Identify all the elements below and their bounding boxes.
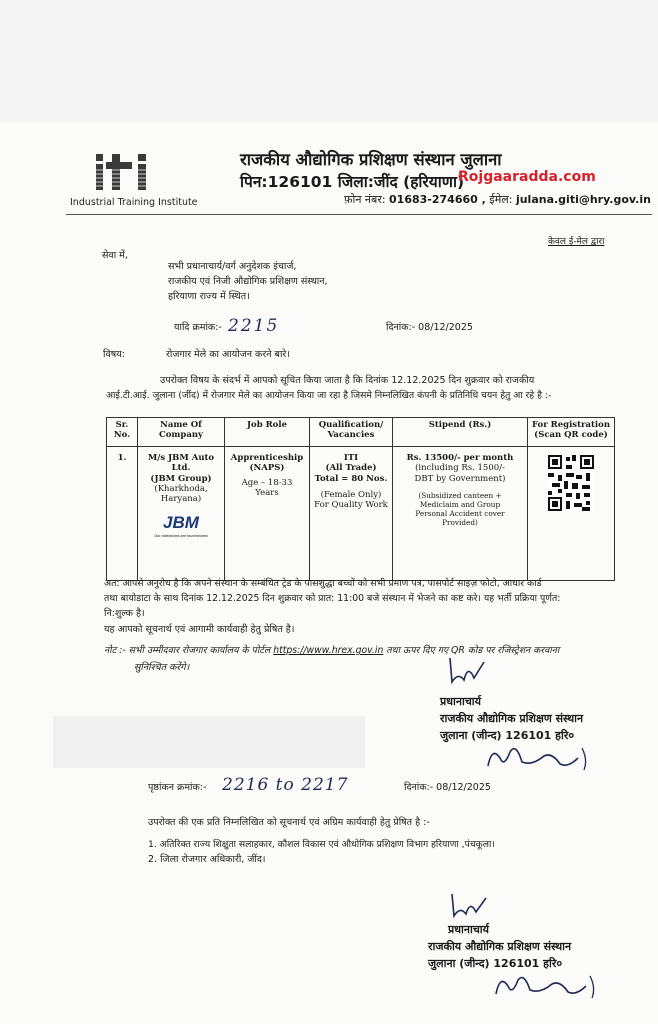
delivery-note: केवल ई-मेल द्वारा [548, 237, 605, 247]
subject-label: विषय: [103, 349, 125, 360]
endorsement-number: 2216 to 2217 [222, 775, 349, 795]
header-text: Sr. [115, 420, 129, 430]
watermark-text: Rojgaaradda.com [458, 169, 596, 185]
table-header-row [107, 418, 615, 447]
intro-line-1: उपरोक्त विषय के संदर्भ में आपको सूचित किया जाता है कि दिनांक 12.12.2025 दिन शुक्रवार को राजकीय [160, 375, 535, 386]
header-text: Job Role [247, 420, 287, 430]
header-text: (Scan QR code) [534, 430, 608, 441]
header-text: Stipend (Rs.) [428, 420, 492, 430]
phone-label: फ़ोन नंबर: [344, 193, 386, 206]
job-role-line: Apprenticeship [230, 453, 304, 463]
company-group-line: (JBM Group) [150, 473, 212, 484]
header-stipend [393, 418, 528, 447]
stipend-line: (including Rs. 1500/- [415, 463, 505, 474]
stamp2-line-2: जुलाना (जीन्द) 126101 हरि० [428, 957, 563, 970]
cell-sr-no: 1. [107, 447, 138, 581]
copy-list-item: 2. जिला रोजगार अधिकारी, जींद। [148, 854, 266, 865]
company-location-line: Haryana) [160, 494, 202, 505]
header-registration [528, 418, 615, 447]
stamp2-line-1: राजकीय औद्योगिक प्रशिक्षण संस्थान [428, 940, 572, 953]
stipend-benefit: Personal Accident cover [415, 508, 505, 518]
qualification-line: (All Trade) [325, 463, 377, 474]
qualification-note: For Quality Work [314, 500, 388, 511]
memo-number: 2215 [228, 316, 280, 336]
memo-date: दिनांक:- 08/12/2025 [386, 322, 473, 333]
intro-line-2: आई.टी.आई. जुलाना (जींद) में रोजगार मेले का आयोजन किया जा रहा है जिसमे निम्नलिखित कंपनी के प्रतिनिधि चयन हेतु आ रहे है :- [106, 390, 552, 401]
email-address[interactable]: julana.giti@hry.gov.in [515, 193, 651, 206]
company-location-line: (Kharkhoda, [154, 484, 208, 495]
registration-qr-code-icon[interactable] [548, 455, 594, 511]
header-text: Company [159, 430, 203, 441]
header-job-role [225, 418, 310, 447]
top-margin-band [0, 0, 658, 122]
company-name-line: M/s JBM Auto [147, 453, 215, 463]
recipient-line-2: राजकीय एवं निजी औद्योगिक प्रशिक्षण संस्थान, [168, 276, 328, 287]
qualification-note: (Female Only) [320, 490, 382, 501]
stamp1-line-2: जुलाना (जीन्द) 126101 हरि० [440, 729, 575, 742]
stipend-line: DBT by Government) [414, 473, 506, 484]
cell-qualification [310, 447, 393, 581]
stipend-benefit: (Subsidized canteen + [418, 491, 502, 501]
note-line-1 [104, 643, 559, 656]
copy-list-item: 1. अतिरिक्त राज्य शिक्षुता सलाहकार, कौशल विकास एवं औधोगिक प्रशिक्षण विभाग हरियाणा ,पंचकूला। [148, 839, 495, 850]
header-text: No. [113, 430, 131, 441]
signature-mark-icon [446, 890, 492, 926]
stipend-benefit: Mediclaim and Group [419, 499, 501, 509]
endorsement-label: पृष्ठांकन क्रमांक:- [148, 782, 207, 793]
request-line-1: अत: आपसे अनुरोध है कि अपने संस्थान के सम्बंधित ट्रेड के पासशुद्धा बच्चों को सभी प्रमाण पत्र, पासपोर्ट साइज़ फोटो, आधार कार्ड [104, 578, 542, 589]
table-row [107, 447, 615, 581]
company-name-line: Ltd. [171, 463, 191, 474]
age-line: Age – 18-33 [241, 477, 293, 488]
memo-label: यादि क्रमांक:- [174, 322, 222, 333]
note-suffix: तथा ऊपर दिए गए QR कोड पर रजिस्ट्रेशन करवाना [386, 645, 560, 656]
salutation: सेवा में, [102, 250, 128, 261]
note-prefix: नोट :- सभी उम्मीदवार रोजगार कार्यालय के पोर्टल [104, 645, 271, 656]
header-qualification [310, 418, 393, 447]
note-line-2: सुनिश्चित करेंगे। [134, 662, 190, 673]
iti-logo [92, 150, 182, 192]
header-text: Qualification/ [318, 420, 384, 430]
header-text: Vacancies [327, 430, 375, 441]
handwritten-signature-icon [490, 968, 610, 1008]
jbm-logo-text: JBM [163, 512, 199, 532]
cell-job-role [225, 447, 310, 581]
iti-logo-icon [92, 150, 182, 192]
qualification-line: ITI [343, 453, 359, 463]
job-role-line: (NAPS) [249, 463, 285, 474]
handwritten-signature-icon [482, 738, 602, 778]
request-line-2: तथा बायोडाटा के साथ दिनांक 12.12.2025 दिन शुक्रवार को प्रात: 11:00 बजे संस्थान में भेजने का कष्ट करे। यह भर्ती प्रक्रिया पूर्णत: [104, 593, 561, 604]
request-line-4: यह आपको सूचनार्थ एवं आगामी कार्यवाही हेतु प्रेषित है। [104, 624, 295, 635]
jbm-logo [154, 513, 208, 538]
contact-line [344, 192, 651, 207]
recipient-line-1: सभी प्रधानाचार्य/वर्ग अनुदेशक इंचार्ज, [168, 261, 297, 272]
phone-number: 01683-274660 , [389, 193, 486, 206]
vacancy-total: Total = 80 Nos. [314, 473, 388, 484]
stamp1-line-1: राजकीय औद्योगिक प्रशिक्षण संस्थान [440, 712, 584, 725]
age-line: Years [255, 488, 279, 499]
redacted-area [53, 716, 365, 768]
portal-link[interactable]: https://www.hrex.gov.in [273, 645, 384, 656]
company-table [106, 417, 615, 581]
cell-registration [528, 447, 615, 581]
subject-text: रोजगार मेले का आयोजन करने बारे। [166, 349, 290, 360]
header-text: For Registration [531, 420, 611, 430]
email-label: ईमेल: [489, 193, 513, 206]
institute-pin-district: पिन:126101 जिला:जींद (हरियाणा) [240, 173, 465, 191]
jbm-logo-tagline: Our milestones are touchstones [154, 533, 208, 538]
recipient-line-3: हरियाणा राज्य में स्थित। [168, 291, 250, 302]
header-divider [66, 214, 652, 215]
request-line-3: नि:शुल्क है। [104, 608, 145, 619]
logo-caption: Industrial Training Institute [70, 197, 198, 208]
copy-intro: उपरोक्त की एक प्रति निम्नलिखित को सूचनार्थ एवं अग्रिम कार्यवाही हेतु प्रेषित है :- [148, 817, 430, 828]
header-company [138, 418, 225, 447]
stamp2-title: प्रधानाचार्य [448, 923, 490, 936]
cell-company [138, 447, 225, 581]
header-text: Name Of [160, 420, 202, 430]
stamp1-title: प्रधानाचार्य [440, 695, 482, 708]
header-sr-no [107, 418, 138, 447]
endorsement-date: दिनांक:- 08/12/2025 [404, 782, 491, 793]
cell-stipend [393, 447, 528, 581]
institute-name: राजकीय औद्योगिक प्रशिक्षण संस्थान जुलाना [240, 150, 502, 169]
stipend-amount: Rs. 13500/- per month [406, 453, 514, 463]
signature-mark-icon [444, 652, 490, 692]
stipend-benefit: Provided) [442, 517, 478, 527]
